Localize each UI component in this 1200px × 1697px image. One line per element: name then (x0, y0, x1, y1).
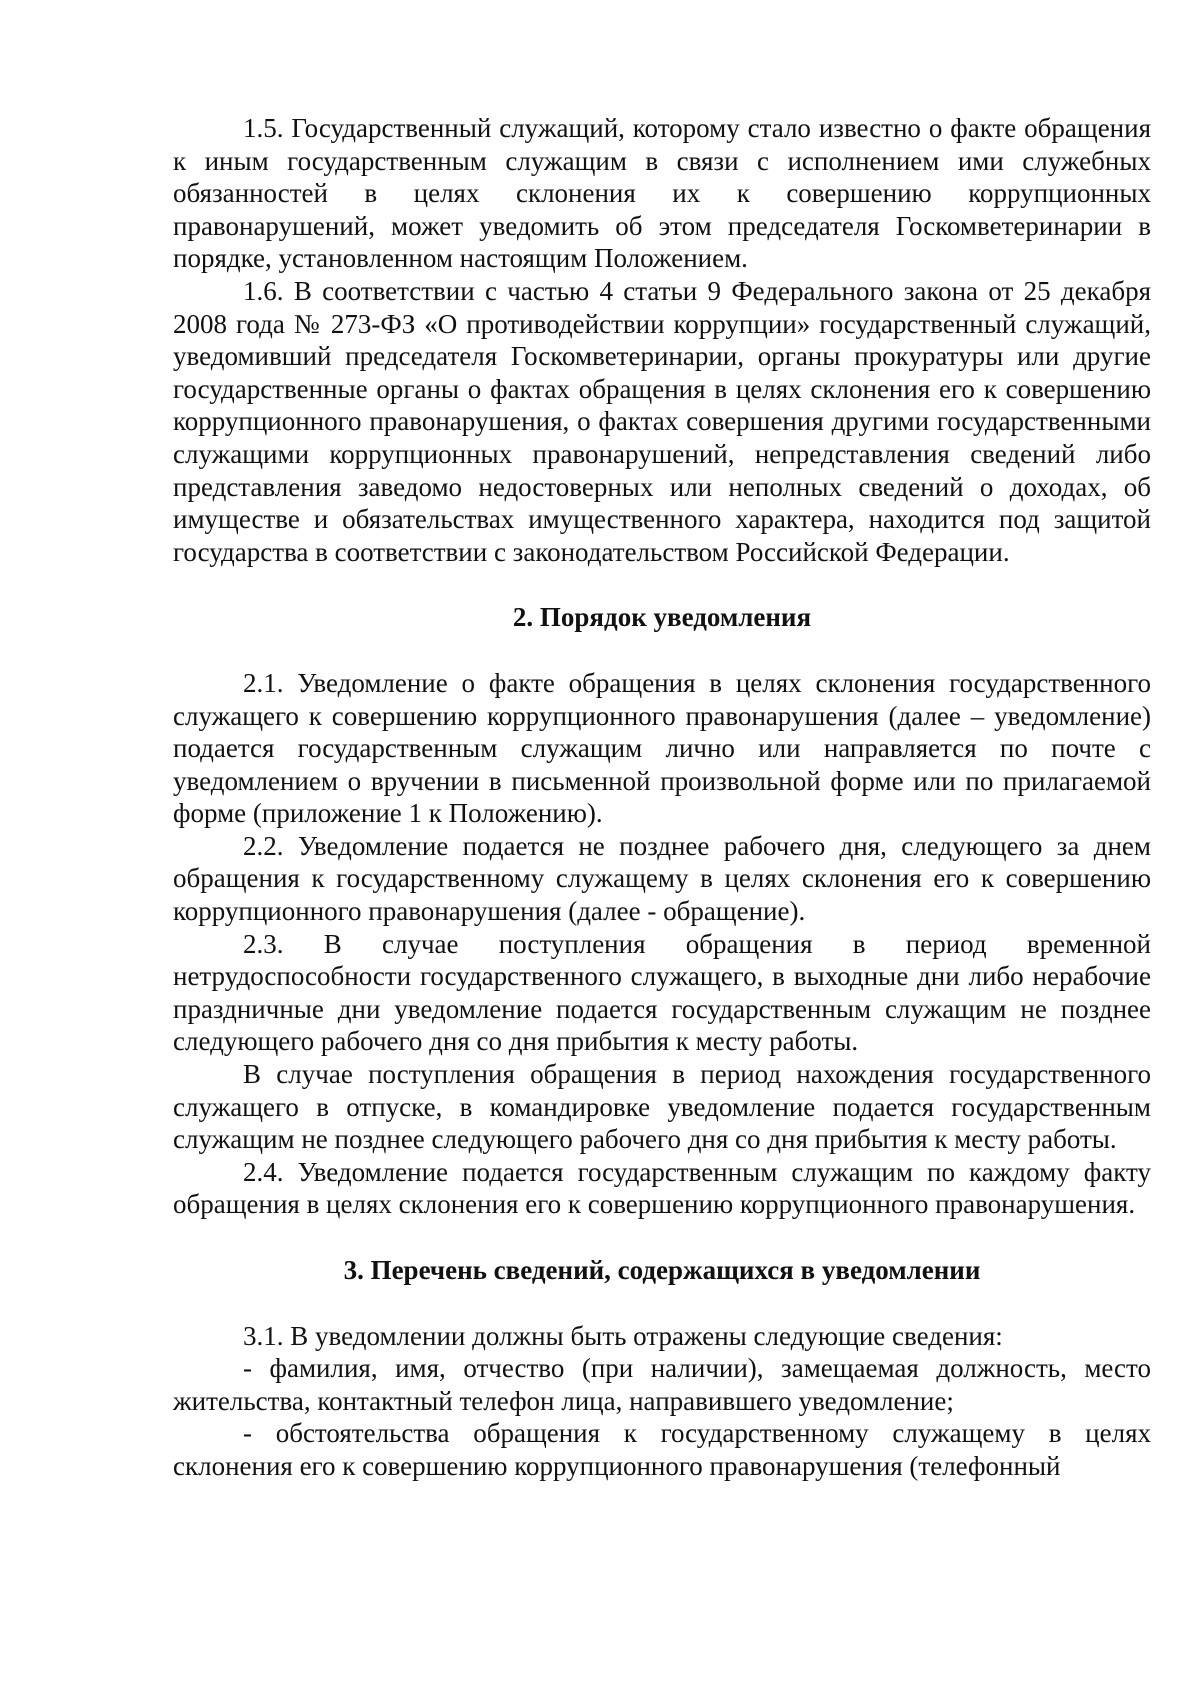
paragraph-2-3-continued: В случае поступления обращения в период нахождения государственного служащего в отпуске, в командировке уведомление подается государственным служащим не позднее следующего рабочего дня со дня прибытия к месту работы. (173, 1059, 1151, 1155)
list-item-circumstances: - обстоятельства обращения к государственному служащему в целях склонения его к совершению коррупционного правонарушения (телефонный (173, 1418, 1151, 1481)
paragraph-1-6: 1.6. В соответствии с частью 4 статьи 9 Федерального закона от 25 декабря 2008 года № 273-ФЗ «О противодействии коррупции» государственный служащий, уведомивший председателя Госкомветеринарии, органы прокуратуры или другие государственные органы о фактах обращения в целях склонения его к совершению коррупционного правонарушения, о фактах совершения другими государственными служащими коррупционных правонарушений, непредставления сведений либо представления заведомо недостоверных или неполных сведений о доходах, об имуществе и обязательствах имущественного характера, находится под защитой государства в соответствии с законодательством Российской Федерации. (173, 275, 1151, 567)
paragraph-2-1: 2.1. Уведомление о факте обращения в целях склонения государственного служащего к совершению коррупционного правонарушения (далее – уведомление) подается государственным служащим лично или направляется по почте с уведомлением о вручении в письменной произвольной форме или по прилагаемой форме (приложение 1 к Положению). (173, 667, 1151, 829)
document-page (173, 112, 1151, 1483)
section-2-title: 2. Порядок уведомления (512, 602, 812, 633)
paragraph-2-2: 2.2. Уведомление подается не позднее рабочего дня, следующего за днем обращения к государственному служащему в целях склонения его к совершению коррупционного правонарушения (далее - обращение). (173, 830, 1151, 927)
paragraph-3-1: 3.1. В уведомлении должны быть отражены следующие сведения: (243, 1320, 1003, 1351)
list-item-contact-details: - фамилия, имя, отчество (при наличии), замещаемая должность, место жительства, контактный телефон лица, направившего уведомление; (173, 1353, 1151, 1416)
section-3-title: 3. Перечень сведений, содержащихся в уведомлении (343, 1255, 981, 1285)
paragraph-2-4: 2.4. Уведомление подается государственным служащим по каждому факту обращения в целях склонения его к совершению коррупционного правонарушения. (173, 1156, 1151, 1220)
paragraph-2-3: 2.3. В случае поступления обращения в период временной нетрудоспособности государственного служащего, в выходные дни либо нерабочие праздничные дни уведомление подается государственным служащим не позднее следующего рабочего дня со дня прибытия к месту работы. (173, 928, 1151, 1057)
paragraph-1-5: 1.5. Государственный служащий, которому стало известно о факте обращения к иным государственным служащим в связи с исполнением ими служебных обязанностей в целях склонения их к совершению коррупционных правонарушений, может уведомить об этом председателя Госкомветеринарии в порядке, установленном настоящим Положением. (173, 113, 1151, 274)
